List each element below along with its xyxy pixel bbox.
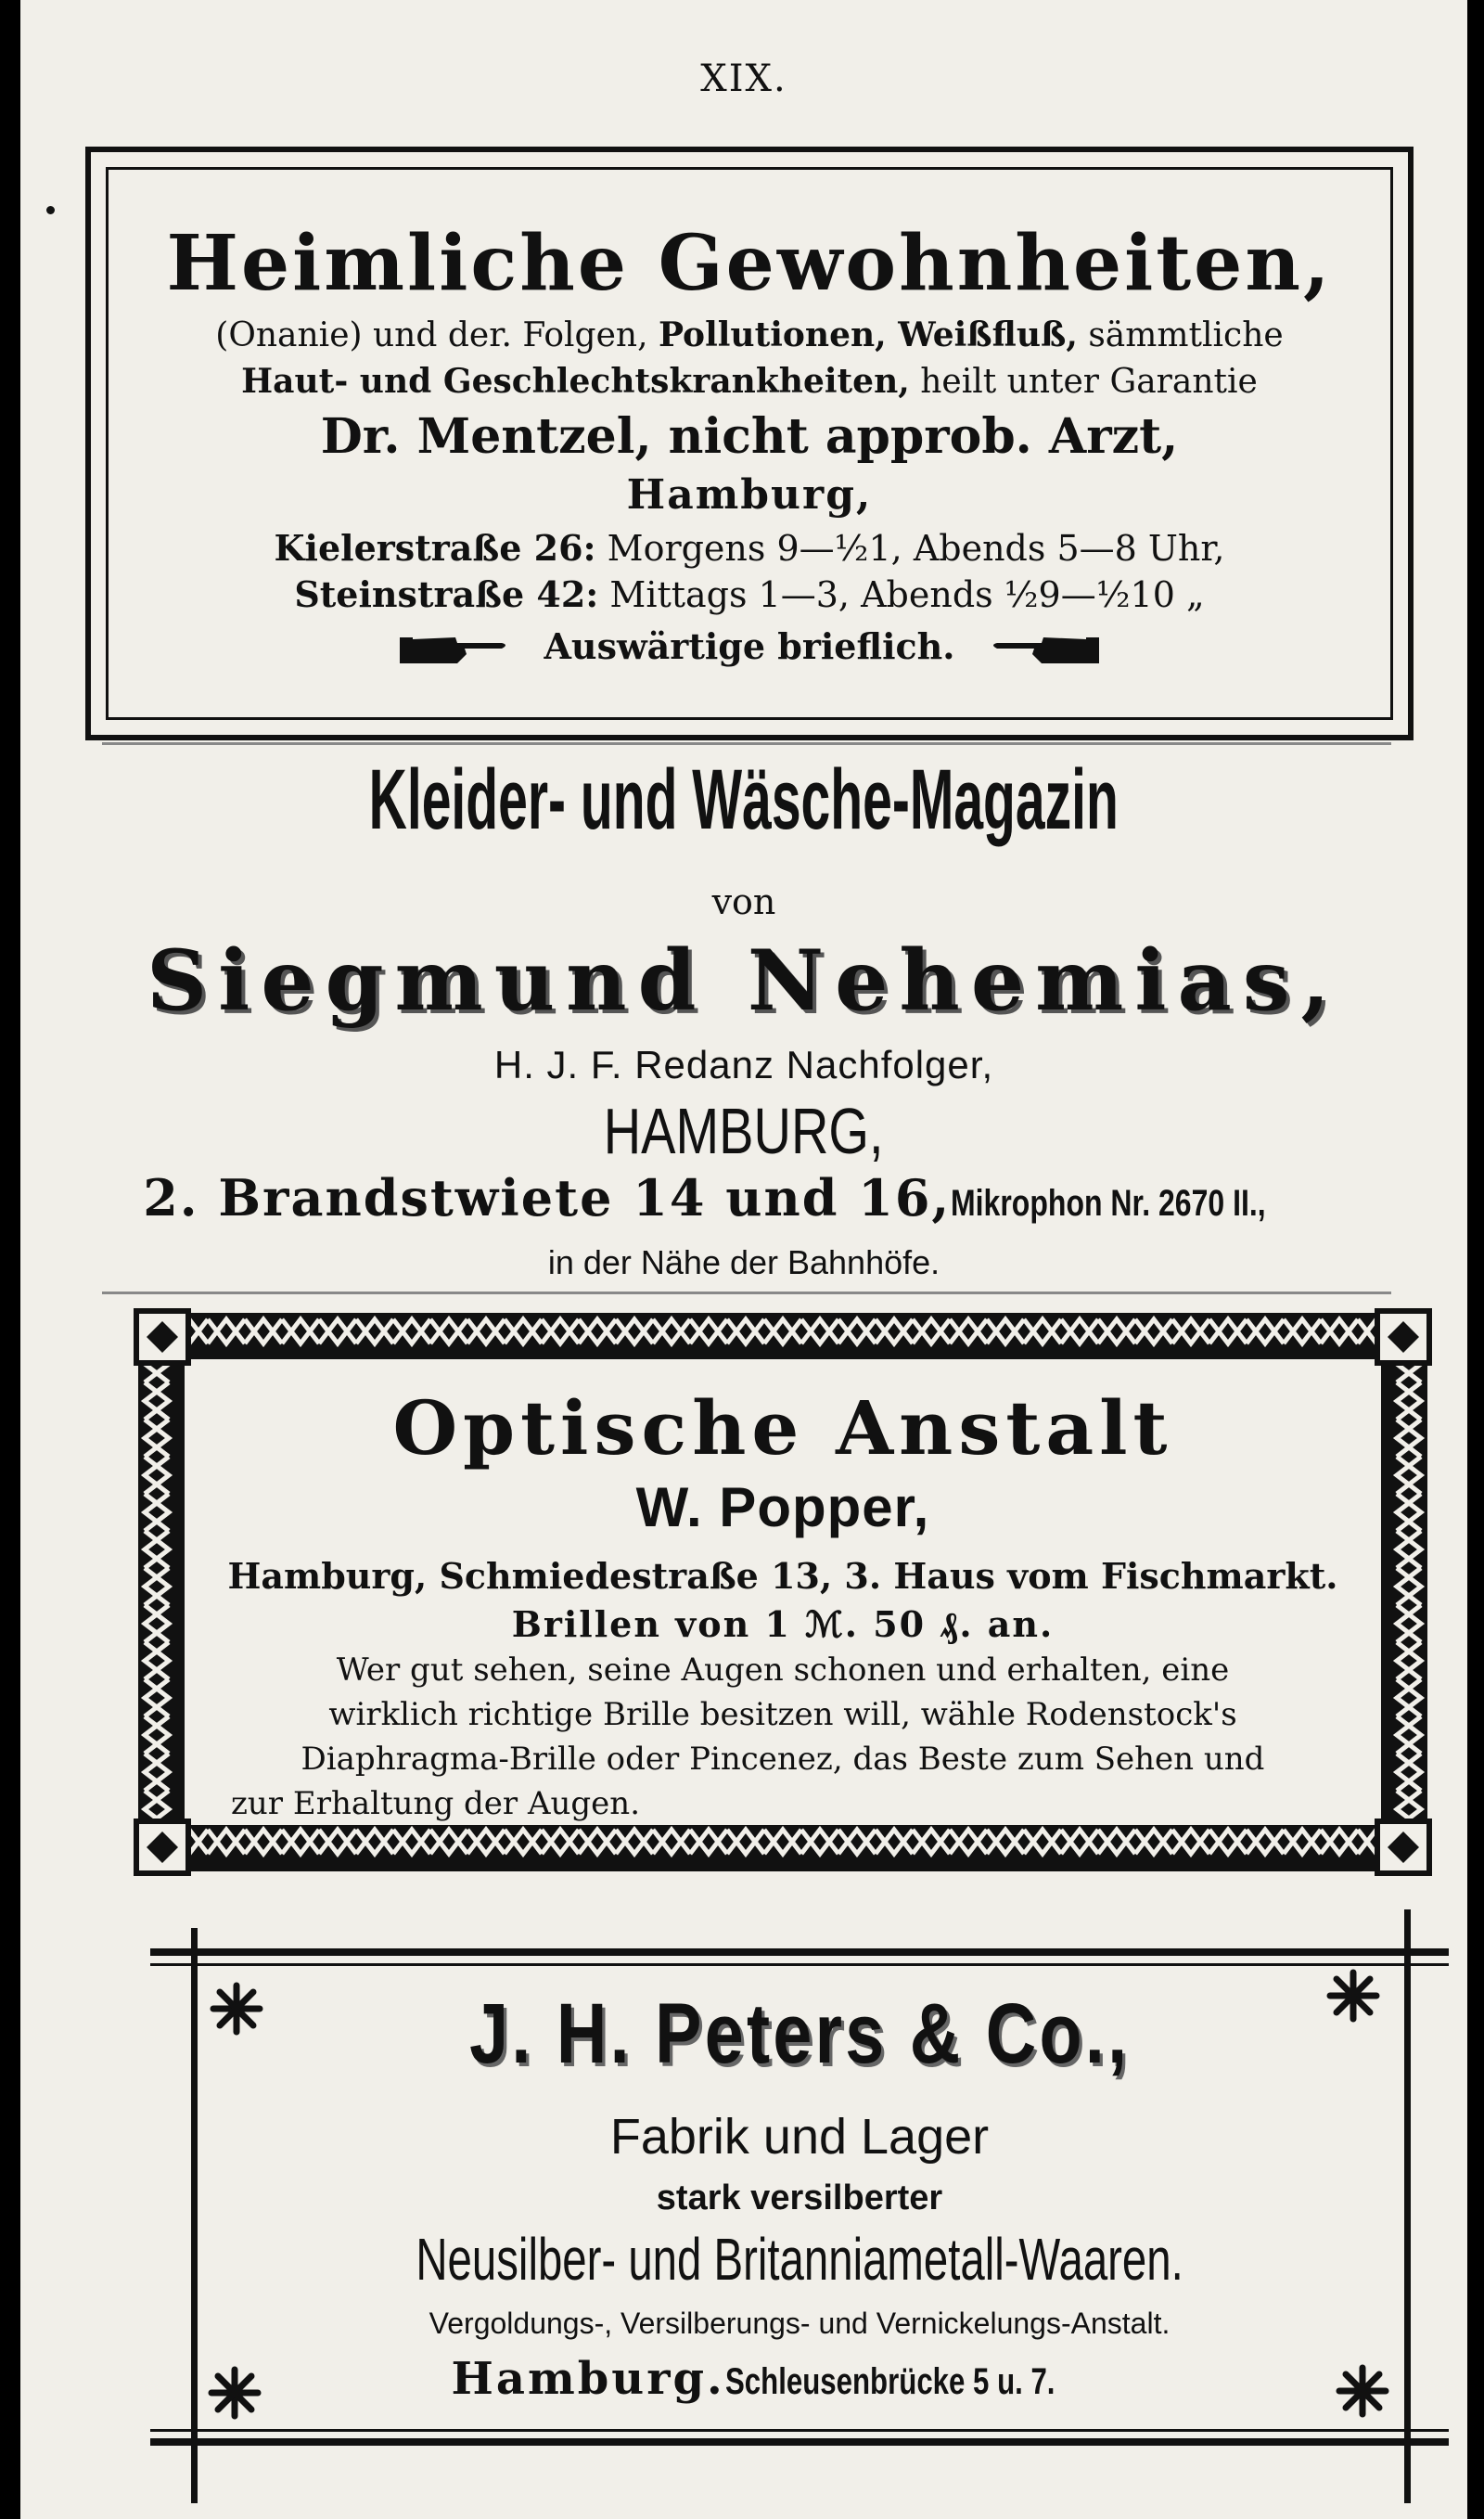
street-name: Steinstraße 42: [294,573,599,615]
frame-rule-bottom-thin [150,2429,1449,2432]
page [20,0,1467,2519]
text-fragment: heilt unter Garantie [909,363,1258,401]
ad-peters [150,1909,1449,2503]
pointing-hand-left-icon [988,632,1099,669]
hours-line [91,527,1408,569]
frame-rule-top [150,1948,1449,1956]
text-bold: Haut- und Geschlechtskrankheiten, [241,362,910,401]
ad-peters-address-line [150,2353,1449,2407]
ad-peters-address: Schleusenbrücke 5 u. 7. [724,2361,1055,2402]
frame-rule-bottom [150,2438,1449,2446]
ad-peters-line1: Fabrik und Lager [609,2109,990,2165]
frame-rule-top-thin [150,1963,1449,1966]
page-number: XIX. [700,58,787,100]
text-bold: Pollutionen, Weißfluß, [658,315,1078,354]
ad-peters-city: Hamburg. [451,2353,725,2405]
ad-text-line [91,362,1408,401]
ad-clothing-phone: Mikrophon Nr. 2670 II., [951,1183,1266,1224]
mail-note-line [91,625,1408,669]
ad-optician-text: Wer gut sehen, seine Augen schonen und erhalten, eine [336,1651,1230,1689]
hours-times: Mittags 1—3, Abends ½9—½10 „ [598,574,1205,615]
ad-clothing-city: HAMBURG, [604,1095,884,1167]
ad-optician-price: Brillen von 1 ℳ. 50 ₰. an. [511,1603,1055,1645]
ad-text-line [91,315,1408,354]
street-name: Kielerstraße 26: [274,527,596,569]
ad-peters-line4: Vergoldungs-, Versilberungs- und Vernickelungs-Anstalt. [429,2307,1171,2340]
hours-line [91,573,1408,615]
ad-optician-text: wirklich richtige Brille besitzen will, wähle Rodenstock's [328,1696,1237,1733]
ad-peters-line2: stark versilberter [656,2178,943,2217]
doctor-name: Dr. Mentzel, nicht approb. Arzt, [320,408,1179,465]
ad-optician-text: Diaphragma-Brille oder Pincenez, das Beste zum Sehen und [301,1741,1265,1778]
mail-note: Auswärtige brieflich. [544,625,955,667]
ad-secret-habits [85,147,1414,740]
ad-city: Hamburg, [626,471,873,519]
ad-clothing-headline: Kleider- und Wäsche-Magazin [368,752,1119,847]
ad-optician [134,1308,1432,1876]
separator-rule [102,1292,1391,1294]
ad-optician-owner: W. Popper, [635,1476,930,1538]
ad-clothing-address: 2. Brandstwiete 14 und 16, [143,1168,952,1227]
ad-clothing-near: in der Nähe der Bahnhöfe. [547,1243,940,1281]
text-fragment: (Onanie) und der. Folgen, [215,316,659,354]
margin-dot [46,206,55,214]
ad-optician-address: Hamburg, Schmiedestraße 13, 3. Haus vom Fischmarkt. [227,1555,1338,1597]
ad-clothing-address-line [20,1168,1467,1227]
pointing-hand-right-icon [400,632,511,669]
ad-optician-text: zur Erhaltung der Augen. [231,1785,641,1822]
separator-rule [102,742,1391,745]
ad-clothing-von: von [711,881,776,922]
ad-peters-headline: J. H. Peters & Co., [468,1986,1131,2081]
hours-times: Morgens 9—½1, Abends 5—8 Uhr, [595,528,1225,569]
ad-clothing-successor: H. J. F. Redanz Nachfolger, [493,1043,994,1086]
text-fragment: sämmtliche [1077,316,1284,354]
ad-headline: Heimliche Gewohnheiten, [166,219,1333,308]
ad-clothing-owner: Siegmund Nehemias, [147,932,1341,1030]
ad-optician-headline: Optische Anstalt [392,1384,1173,1472]
ad-peters-line3: Neusilber- und Britanniametall-Waaren. [416,2226,1183,2293]
